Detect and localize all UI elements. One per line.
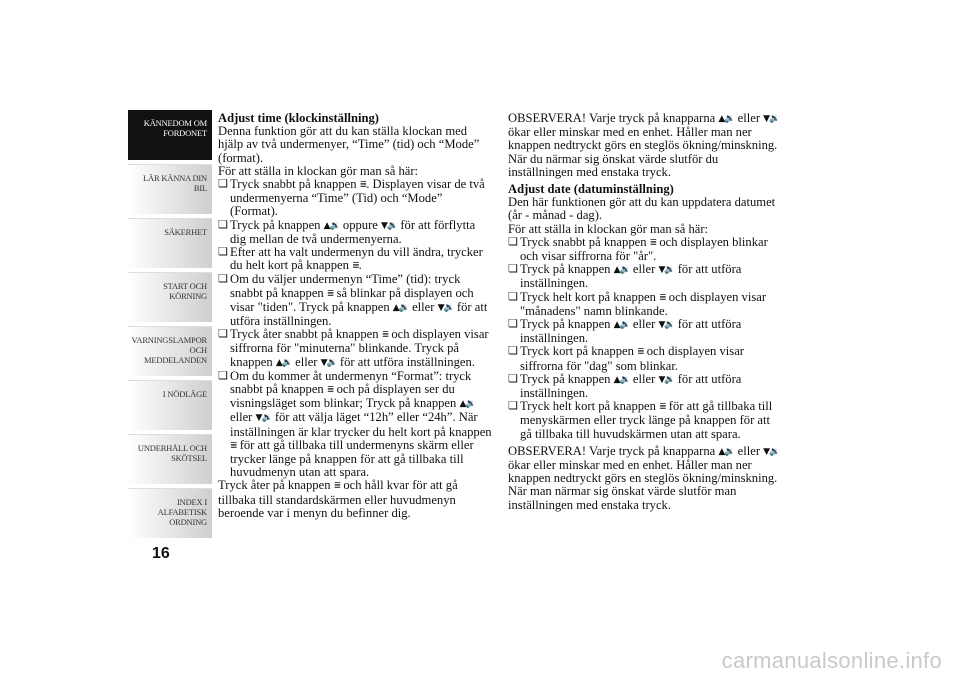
tab-label-line: VARNINGSLAMPOR <box>131 335 207 345</box>
tab-label-line: MEDDELANDEN <box>144 355 207 365</box>
tab-label-line: SÄKERHET <box>164 227 207 237</box>
paragraph: För att ställa in klockan gör man så här: <box>508 221 709 236</box>
down-button-icon: ▼🔉 <box>763 446 780 457</box>
tab-lar-kanna-din-bil[interactable] <box>128 164 212 214</box>
tab-label-line: BIL <box>193 183 207 193</box>
list-item: ❏ Efter att ha valt undermenyn du vill ändra, trycker du helt kort på knappen ≣. <box>218 246 492 273</box>
up-button-icon: ▲🔉 <box>718 446 735 457</box>
down-button-icon: ▼🔉 <box>381 220 398 231</box>
list-item: ❏ Om du väljer undermenyn “Time” (tid): tryck snabbt på knappen ≣ så blinkar på displayen och visar "tiden". Tryck på knappen ▲🔉 eller ▼🔉 för att utföra inställningen. <box>218 273 492 328</box>
tab-i-nodlage[interactable] <box>128 380 212 430</box>
list-item: ❏ Tryck helt kort på knappen ≣ för att gå tillbaka till menyskärmen eller tryck länge på knappen för att gå tillbaka till huvudskärmen utan att spara. <box>508 400 783 441</box>
list-item: ❏ Tryck snabbt på knappen ≣ och displayen blinkar och visar siffrorna för "år". <box>508 236 783 263</box>
mode-button-icon: ≣ <box>381 330 389 341</box>
mode-button-icon: ≣ <box>326 288 334 299</box>
down-button-icon: ▼🔉 <box>658 374 675 385</box>
mode-button-icon: ≣ <box>230 440 237 451</box>
watermark: carmanualsonline.info <box>721 648 942 673</box>
down-button-icon: ▼🔉 <box>320 357 337 368</box>
paragraph: Denna funktion gör att du kan ställa klockan med hjälp av två undermenyer, “Time” (tid) och “Mode” (format). <box>218 124 480 165</box>
tab-kannedom-om-fordonet[interactable] <box>128 110 212 160</box>
up-button-icon: ▲🔉 <box>459 399 476 410</box>
tab-label-line: FORDONET <box>163 128 207 138</box>
list-item: ❏ Tryck kort på knappen ≣ och displayen visar siffrorna för "dag" som blinkar. <box>508 345 783 372</box>
list-item: ❏ Tryck på knappen ▲🔉 eller ▼🔉 för att utföra inställningen. <box>508 318 783 345</box>
down-button-icon: ▼🔉 <box>255 413 272 424</box>
tab-label-line: I NÖDLÄGE <box>162 389 207 399</box>
section-heading: Adjust time (klockinställning) <box>218 111 379 125</box>
paragraph: Den här funktionen gör att du kan uppdatera datumet (år - månad - dag). <box>508 195 776 223</box>
up-button-icon: ▲🔉 <box>392 302 409 313</box>
up-button-icon: ▲🔉 <box>323 220 340 231</box>
list-item: ❏ Tryck på knappen ▲🔉 oppure ▼🔉 för att förflytta dig mellan de två undermenyerna. <box>218 219 492 246</box>
mode-button-icon: ≣ <box>659 402 666 413</box>
mode-button-icon: ≣ <box>649 237 657 248</box>
mode-button-icon: ≣ <box>352 261 359 272</box>
paragraph: För att ställa in klockan gör man så här: <box>218 163 419 178</box>
section-heading: Adjust date (datuminställning) <box>508 182 674 197</box>
list-item: ❏ Tryck snabbt på knappen ≣. Displayen visar de två undermenyerna “Time” (Tid) och “Mode” (Format). <box>218 178 492 219</box>
list-item: ❏ Tryck åter snabbt på knappen ≣ och displayen visar siffrorna för "minuterna" blinkande. Tryck på knappen ▲🔉 eller ▼🔉 för att utföra inställningen. <box>218 328 492 370</box>
tab-label-line: ALFABETISK <box>157 507 207 517</box>
list-item: ❏ Tryck på knappen ▲🔉 eller ▼🔉 för att utföra inställningen. <box>508 373 783 400</box>
mode-button-icon: ≣ <box>333 481 341 492</box>
down-button-icon: ▼🔉 <box>658 265 675 276</box>
tab-label-line: LÄR KÄNNA DIN <box>143 173 207 183</box>
tab-label-line: KÖRNING <box>169 291 207 301</box>
tab-index[interactable] <box>128 488 212 538</box>
note-paragraph: OBSERVERA! Varje tryck på knapparna ▲🔉 eller ▼🔉 ökar eller minskar med en enhet. Håller man ner knappen nedtryckt görs en steglös ökning/minskning. När du närmar sig önskat värde slutför du inställningen med enstaka tryck. <box>508 111 780 179</box>
tab-label-line: INDEX I <box>177 497 207 507</box>
list-item: ❏ Om du kommer åt undermenyn “Format”: tryck snabbt på knappen ≣ och på displayen ser du visningsläget som blinkar; Tryck på knappen ▲🔉 eller ▼🔉 för att välja läget “12h” eller “24h”. När inställningen är klar trycker du helt kort på knappen ≣ för att gå tillbaka till undermenyns skärm eller trycker länge på knappen för att gå tillbaka till huvudmenyn utan att spara. <box>218 370 492 480</box>
tab-varningslampor[interactable] <box>128 326 212 376</box>
mode-button-icon: ≣ <box>326 385 334 396</box>
tab-label-line: ORDNING <box>169 517 207 527</box>
tab-label-line: KÄNNEDOM OM <box>143 118 207 128</box>
tab-label-line: SKÖTSEL <box>171 453 207 463</box>
mode-button-icon: ≣ <box>637 347 644 358</box>
down-button-icon: ▼🔉 <box>437 302 454 313</box>
right-column <box>508 112 783 512</box>
note-paragraph: OBSERVERA! Varje tryck på knapparna ▲🔉 eller ▼🔉 ökar eller minskar med en enhet. Håller man ner knappen nedtryckt görs en steglös ökning/minskning. När man närmar sig önskat värde slutför man inställningen med enstaka tryck. <box>508 443 780 512</box>
paragraph: Tryck åter på knappen ≣ och håll kvar för att gå tillbaka till standardskärmen eller huvudmenyn beroende var i menyn du befinner dig. <box>218 478 458 520</box>
tab-label-line: OCH <box>189 345 207 355</box>
tab-label-line: START OCH <box>163 281 207 291</box>
tab-start-och-korning[interactable] <box>128 272 212 322</box>
up-button-icon: ▲🔉 <box>718 114 735 124</box>
up-button-icon: ▲🔉 <box>275 357 292 368</box>
page-number: 16 <box>152 545 170 562</box>
up-button-icon: ▲🔉 <box>613 320 630 331</box>
list-item: ❏ Tryck helt kort på knappen ≣ och displayen visar "månadens" namn blinkande. <box>508 291 783 318</box>
tab-label-line: UNDERHÅLL OCH <box>137 443 207 453</box>
section-sidebar <box>128 110 212 534</box>
down-button-icon: ▼🔉 <box>658 320 675 331</box>
mode-button-icon: ≣ <box>359 180 367 191</box>
mode-button-icon: ≣ <box>659 292 666 303</box>
left-column <box>218 112 492 520</box>
up-button-icon: ▲🔉 <box>613 374 630 385</box>
tab-sakerhet[interactable] <box>128 218 212 268</box>
tab-underhall-och-skotsel[interactable] <box>128 434 212 484</box>
down-button-icon: ▼🔉 <box>763 114 780 124</box>
list-item: ❏ Tryck på knappen ▲🔉 eller ▼🔉 för att utföra inställningen. <box>508 263 783 290</box>
up-button-icon: ▲🔉 <box>613 265 630 276</box>
